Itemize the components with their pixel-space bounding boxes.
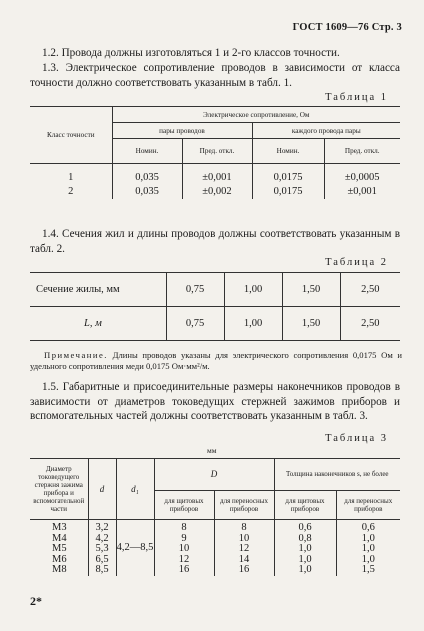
paragraph-1-4 xyxy=(30,227,400,256)
t3-head-panel: для щитовых приборов xyxy=(154,490,214,519)
t1-head-nom: Номин. xyxy=(112,139,182,164)
t2-cell: 2,50 xyxy=(340,273,400,307)
t2-row-label: L, м xyxy=(30,307,166,341)
t2-cell: 1,00 xyxy=(224,273,282,307)
t3-head-d1: d₁ xyxy=(116,459,154,520)
table-2-caption: Таблица 2 xyxy=(325,257,388,268)
note-text: Длины проводов указаны для электрического сопротивления 0,0175 Ом и удельного сопротивления меди 0,0175 Ом·мм²/м. xyxy=(30,350,402,371)
t3-col-d: 3,2 4,2 5,3 6,5 8,5 xyxy=(88,520,116,576)
paragraph-1-2-text: 1.2. Провода должны изготовляться 1 и 2-го классов точности. xyxy=(42,47,340,59)
table-3 xyxy=(30,458,400,576)
t3-head-thickness: Толщина наконечников s, не более xyxy=(274,459,400,491)
note-lead: Примечание. xyxy=(44,350,108,360)
paragraph-1-5 xyxy=(30,380,400,424)
t2-row-label: Сечение жилы, мм xyxy=(30,273,166,307)
table-2-note xyxy=(30,350,402,372)
t1-cell: ±0,0005 xyxy=(324,164,400,184)
t1-cell: 1 xyxy=(68,172,74,183)
t3-col-D-portable: 8 10 12 14 16 xyxy=(214,520,274,576)
t3-col-thread: М3 М4 М5 М6 М8 xyxy=(52,522,67,575)
t2-cell: 1,50 xyxy=(282,273,340,307)
t3-head-d: d xyxy=(88,459,116,520)
t3-head-portable: для переносных приборов xyxy=(214,490,274,519)
table-2 xyxy=(30,272,400,341)
t1-cell: 0,0175 xyxy=(252,164,324,184)
t1-cell: ±0,001 xyxy=(182,164,252,184)
t2-cell: 2,50 xyxy=(340,307,400,341)
page-signature-mark: 2* xyxy=(30,594,42,608)
t2-cell: 0,75 xyxy=(166,307,224,341)
t1-head-class: Класс точности xyxy=(30,107,112,164)
t3-col-D-panel: 8 9 10 12 16 xyxy=(154,520,214,576)
paragraph-1-3 xyxy=(30,61,400,90)
t3-col-d1: 4,2—8,5 xyxy=(116,520,154,576)
paragraph-1-4-text: 1.4. Сечения жил и длины проводов должны соответствовать указанным в табл. 2. xyxy=(30,228,400,255)
t2-cell: 0,75 xyxy=(166,273,224,307)
t1-cell: 0,0175 xyxy=(252,183,324,199)
table-row xyxy=(30,273,400,307)
t2-cell: 1,00 xyxy=(224,307,282,341)
t1-cell: 2 xyxy=(68,185,74,197)
paragraph-1-3-text: 1.3. Электрическое сопротивление проводов в зависимости от класса точности должно соответствовать указанным в табл. 1. xyxy=(30,62,400,89)
table-row xyxy=(30,164,400,184)
table-row xyxy=(30,520,400,576)
table-row xyxy=(30,183,400,199)
table-1 xyxy=(30,106,400,199)
table-3-unit: мм xyxy=(207,446,217,455)
t1-cell: 0,035 xyxy=(112,164,182,184)
t3-head-diameter: Диаметр токоведущего стержня зажима прибора и вспомогательной части xyxy=(30,459,88,520)
page-header: ГОСТ 1609—76 Стр. 3 xyxy=(292,22,402,33)
t1-head-dev: Пред. откл. xyxy=(182,139,252,164)
t3-col-s-panel: 0,6 0,8 1,0 1,0 1,0 xyxy=(274,520,336,576)
t1-head-group: Электрическое сопротивление, Ом xyxy=(112,107,400,123)
table-row xyxy=(30,307,400,341)
t3-head-portable: для переносных приборов xyxy=(336,490,400,519)
t3-col-s-portable: 0,6 1,0 1,0 1,0 1,5 xyxy=(336,520,400,576)
t1-cell: ±0,001 xyxy=(324,183,400,199)
t1-head-nom: Номин. xyxy=(252,139,324,164)
paragraph-1-5-text: 1.5. Габаритные и присоединительные размеры наконечников проводов в зависимости от диаметров токоведущих стержней зажимов приборов и вспомогательных частей должны соответствовать указанным в табл. 3. xyxy=(30,381,400,422)
t1-head-dev: Пред. откл. xyxy=(324,139,400,164)
t1-cell: 0,035 xyxy=(112,183,182,199)
table-3-caption: Таблица 3 xyxy=(325,433,388,444)
paragraph-1-2 xyxy=(30,46,400,61)
t3-head-D: D xyxy=(154,459,274,491)
t1-head-pair: пары проводов xyxy=(112,123,252,139)
t1-cell: ±0,002 xyxy=(182,183,252,199)
t1-head-each: каждого провода пары xyxy=(252,123,400,139)
table-1-caption: Таблица 1 xyxy=(325,92,388,103)
t3-head-panel: для щитовых приборов xyxy=(274,490,336,519)
t2-cell: 1,50 xyxy=(282,307,340,341)
